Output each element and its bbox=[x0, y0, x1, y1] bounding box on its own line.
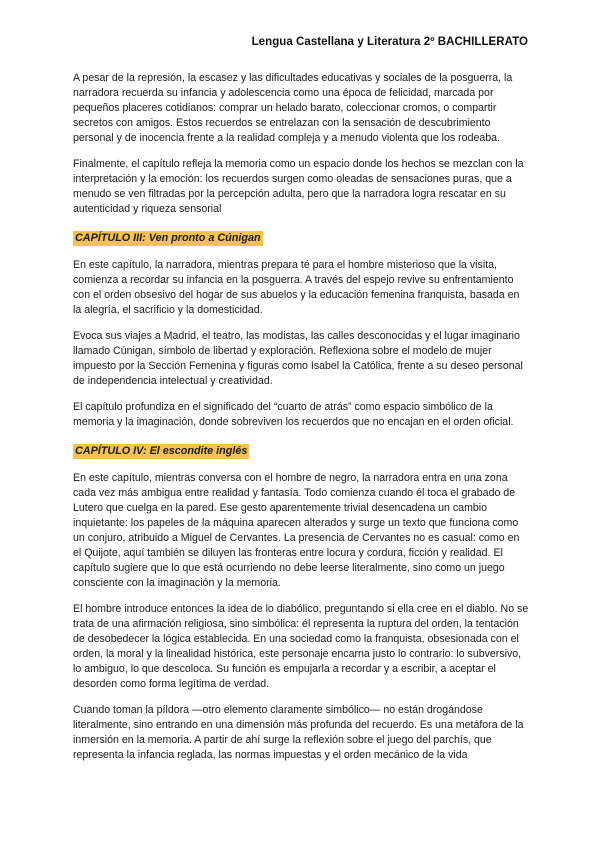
chapter-heading: CAPÍTULO III: Ven pronto a Cúnigan bbox=[75, 232, 261, 244]
paragraph: El hombre introduce entonces la idea de lo diabólico, preguntando si ella cree en el diablo. No se trata de una afirmación religiosa, sino simbólica: él representa la ruptura del orden, la tentación de desobedecer la lógica establecida. En una sociedad como la franquista, obsesionada con el orden, la moral y la linealidad histórica, este personaje encarna justo lo contrario: lo subversivo, lo ambiguo, lo que descoloca. Su función es empujarla a recordar y a escribir, a aceptar el desorden como forma legítima de verdad. bbox=[73, 603, 529, 690]
paragraph: Finalmente, el capítulo refleja la memoria como un espacio donde los hechos se mezclan con la interpretación y la emoción: los recuerdos surgen como oleadas de sensaciones puras, que a menudo se ven filtradas por la percepción adulta, pero que la narradora logra rescatar en su autenticidad y riqueza sensorial bbox=[73, 158, 524, 215]
chapter-heading: CAPÍTULO IV: El escondite inglés bbox=[75, 445, 248, 457]
document-body bbox=[73, 71, 529, 774]
paragraph: A pesar de la represión, la escasez y las dificultades educativas y sociales de la posguerra, la narradora recuerda su infancia y adolescencia como una época de felicidad, marcada por pequeños placeres cotidianos: comprar un helado barato, coleccionar cromos, o compartir secretos con amigos. Estos recuerdos se entrelazan con la sensación de descubrimiento personal y de inocencia frente a la realidad compleja y a menudo violenta que los rodeaba. bbox=[73, 72, 513, 144]
page-header: Lengua Castellana y Literatura 2º BACHILLERATO bbox=[251, 36, 528, 48]
paragraph: Evoca sus viajes a Madrid, el teatro, las modistas, las calles desconocidas y el lugar imaginario llamado Cúnigan, símbolo de libertad y exploración. Reflexiona sobre el modelo de mujer impuesto por la Sección Femenina y figuras como Isabel la Católica, frente a su deseo personal de independencia intelectual y creatividad. bbox=[73, 330, 523, 387]
paragraph: En este capítulo, la narradora, mientras prepara té para el hombre misterioso que la visita, comienza a recordar su infancia en la posguerra. A través del espejo revive su enfrentamiento con el orden obsesivo del hogar de sus abuelos y la educación femenina franquista, basada en la alegría, el sacrificio y la domesticidad. bbox=[73, 259, 520, 316]
paragraph: Cuando toman la píldora —otro elemento claramente simbólico— no están drogándose literalmente, sino entrando en una dimensión más profunda del recuerdo. Es una metáfora de la inmersión en la memoria. A partir de ahí surge la reflexión sobre el juego del parchís, que representa la infancia reglada, las normas impuestas y el orden mecánico de la vida bbox=[73, 704, 524, 761]
paragraph: En este capítulo, mientras conversa con el hombre de negro, la narradora entra en una zona cada vez más ambigua entre realidad y fantasía. Todo comienza cuando él toca el grabado de Lutero que cuelga en la pared. Ese gesto aparentemente trivial desencadena un cambio inquietante: los papeles de la máquina aparecen alterados y surge un texto que funciona como un conjuro, atribuido a Miguel de Cervantes. La presencia de Cervantes no es casual: como en el Quijote, aquí también se diluyen las fronteras entre locura y cordura, ficción y realidad. El capítulo sugiere que lo que está ocurriendo no debe leerse literalmente, sino como un juego consciente con la imaginación y la memoria. bbox=[73, 472, 520, 589]
paragraph: El capítulo profundiza en el significado del “cuarto de atrás” como espacio simbólico de la memoria y la imaginación, donde sobreviven los recuerdos que no encajan en el orden oficial. bbox=[73, 401, 514, 428]
